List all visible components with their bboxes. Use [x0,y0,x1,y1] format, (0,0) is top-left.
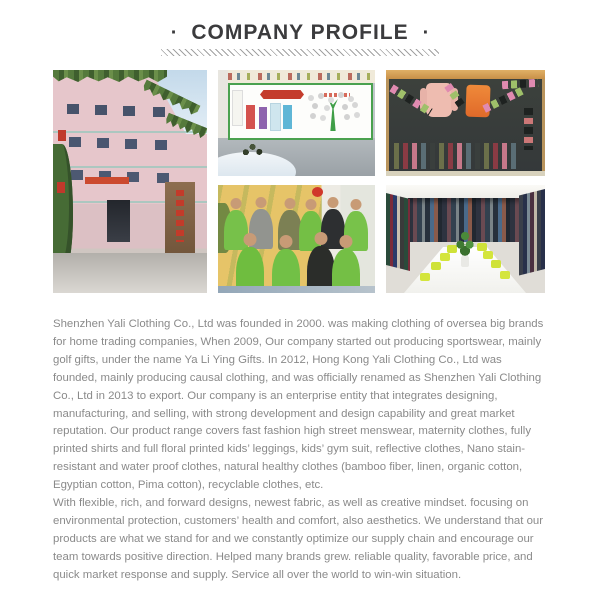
showroom-right-rack [519,189,545,275]
office-culture-wall-photo [218,70,375,176]
board-banner-white [270,103,281,131]
company-description [53,316,547,585]
building-roof-plants [53,70,167,82]
orange-garment-sample [465,85,490,118]
building-windows [67,104,79,114]
board-banner-red [246,105,255,129]
culture-table-plant [238,140,266,158]
culture-window-frame [218,70,228,140]
team-floor-strip [218,286,375,293]
showroom-photo [386,185,545,293]
title-row [0,21,600,45]
board-red-ribbon-title [260,90,304,99]
person-figure [307,232,335,292]
board-banner-blue [283,105,292,129]
about-paragraph-1: Shenzhen Yali Clothing Co., Ltd was founded in 2000. was making clothing of oversea big brands for home trading companies, When 2009, Our company started out producing sportswear, mainly golf gifts, under the name Ya Li Ying Gifts. In 2012, Hong Kong Yali Clothing Co., Ltd was founded, mainly producing causal clothing, and was officially renamed as Shenzhen Yali Clothing Co., Ltd in 2013 to export. Our company is an enterprise entity that integrates designing, manufacturing, and selling, with strong development and design capability and great market reputation. Our product range covers fast fashion high street menswear, maternity clothes, fully printed shirts and full floral printed kids’ leggings, kids’ gym suit, reflective clothes, Nano stain-resistant and water proof clothes, natural healthy clothes (bamboo fiber, linen, organic cotton, Egyptian cotton, Pima cotton), recyclable clothes, etc. [53,318,544,492]
board-notice-paper [232,90,243,126]
sampleboard-bottom-ledge [386,171,545,176]
fabric-strips-row [394,143,518,169]
photo-gallery [53,70,545,293]
title-right-dot: · [422,22,430,44]
culture-flag-row [228,73,371,80]
team-red-lantern [312,187,323,197]
building-driveway [53,253,207,293]
title-left-dot: · [170,22,178,44]
culture-display-board [228,83,373,140]
card-column-right [524,108,533,150]
sampleboard-left-edge [386,79,389,176]
showroom-table-plant [456,231,474,267]
pillar-red-characters [176,190,184,242]
board-photo-circles [308,95,314,101]
building-red-sign-lower [57,182,65,193]
board-photo-tree [322,99,344,131]
building-red-sign [58,130,66,141]
person-figure [236,233,264,293]
sample-display-board-photo [386,70,545,176]
page-title: COMPANY PROFILE [191,21,409,44]
team-group-photo [218,185,375,293]
person-figure [272,235,300,293]
title-hatch-underline [161,49,439,56]
board-banner-purple [259,107,267,129]
building-entrance-door [107,200,130,242]
showroom-yellow-chairs-left [420,273,430,281]
building-entrance-banner [85,177,129,184]
section-header [0,21,600,56]
sampleboard-right-edge [542,79,545,176]
factory-building-photo [53,70,207,293]
sampleboard-wood-frame [386,70,545,79]
showroom-yellow-chairs-right [500,271,510,279]
person-figure [332,235,360,293]
about-paragraph-2: With flexible, rich, and forward designs, newest fabric, as well as creative mindset. focusing on environmental protection, customers’ health and comfort, also aesthetics. We understand that our products are what we stand for and we constantly optimize our supply chain and encourage our team towards positive direction. Helped many brands grew. reliable quality, favorable price, and quick market response and supply. Service all over the world to win-win situation. [53,497,544,581]
card-chain-top-right [502,79,538,89]
board-red-subtitle [324,93,350,97]
showroom-left-rack [386,193,410,271]
